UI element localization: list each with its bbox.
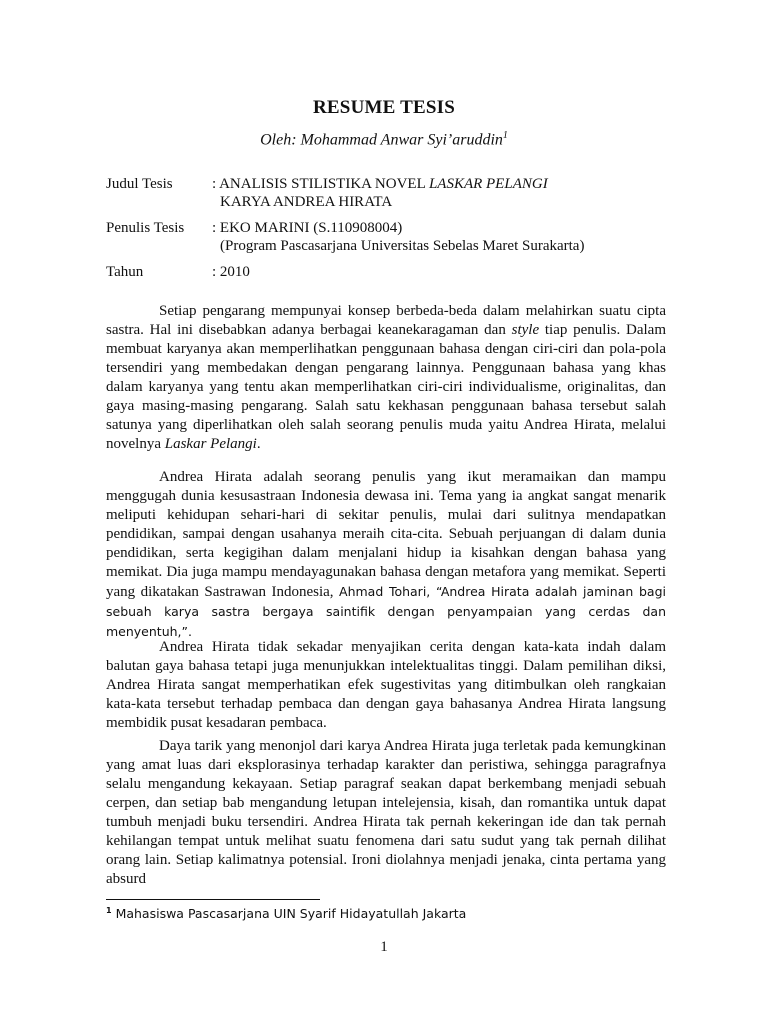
- footnote-mark: 1: [106, 906, 112, 915]
- paragraph-2: [106, 468, 666, 642]
- paragraph-2-quote: Ahmad Tohari, “Andrea Hirata adalah jaminan bagi sebuah karya sastra bergaya saintifik dengan penyampaian yang cerdas dan menyentuh,”.: [106, 584, 666, 639]
- paragraph-3: Andrea Hirata tidak sekadar menyajikan cerita dengan kata-kata indah dalam balutan gaya bahasa tetapi juga menunjukkan intelektualitas tinggi. Dalam pemilihan diksi, Andrea Hirata sangat memperhatikan efek sugestivitas yang ditimbulkan oleh rangkaian kata-kata tersebut terhadap pembaca dan dengan gaya bahasanya Andrea Hirata langsung membidik pusat kesadaran pembaca.: [106, 639, 666, 731]
- paragraph-1: [106, 302, 666, 454]
- meta-tahun-value: : 2010: [212, 264, 250, 280]
- paragraph-1-style-italic: style: [511, 322, 540, 338]
- meta-penulis-value: : EKO MARINI (S.110908004): [212, 220, 403, 236]
- paragraph-1-novel-italic: Laskar Pelangi: [164, 436, 257, 452]
- paragraph-1-text-e: .: [256, 436, 261, 452]
- page-number: 1: [380, 939, 388, 955]
- paragraph-1-text-c: tiap penulis. Dalam membuat karyanya akan memperlihatkan penggunaan bahasa dengan ciri-ciri dan pola-pola tersendiri yang membedakan dengan pengarang lainnya. Penggunaan bahasa yang khas dalam karyanya yang tentu akan memperlihatkan ciri-ciri individualisme, originalitas, dan gaya masing-masing pengarang. Salah satu kekhasan penggunaan bahasa tersebut salah satunya yang diperlihatkan oleh salah seorang penulis muda yaitu Andrea Hirata, melalui novelnya: [106, 322, 666, 452]
- paragraph-2-text-a: Andrea Hirata adalah seorang penulis yang ikut meramaikan dan mampu menggugah dunia kesusastraan Indonesia dewasa ini. Tema yang ia angkat sangat menarik meliputi kehidupan sehari-hari di sekitar penulis, mulai dari sulitnya mendapatkan pendidikan, sampai dengan usahanya meraih cita-cita. Sebuah perjuangan di dalam dunia pendidikan, serta kegigihan dalam menjalani hidup ia kisahkan dengan bahasa yang memikat. Dia juga mampu mendayagunakan bahasa dengan metafora yang memikat. Seperti yang dikatakan Sastrawan Indonesia,: [106, 469, 666, 600]
- author-name: Oleh: Mohammad Anwar Syi’aruddin: [260, 131, 503, 149]
- meta-judul-label: Judul Tesis: [106, 176, 173, 192]
- document-title: RESUME TESIS: [313, 97, 455, 118]
- paragraph-4: Daya tarik yang menonjol dari karya Andrea Hirata juga terletak pada kemungkinan yang amat luas dari eksplorasinya terhadap karakter dan peristiwa, sehingga paragrafnya selalu mengandung kekayaan. Setiap paragraf seakan dapat berkembang menjadi sebuah cerpen, dan setiap bab mengandung letupan intelejensia, kisah, dan romantika untuk dapat tumbuh menjadi buku tersendiri. Andrea Hirata tak pernah kekeringan ide dan tak pernah kehilangan tempat untuk melihat suatu fenomena dari satu sudut yang tak pernah dilihat orang lain. Setiap kalimatnya potensial. Ironi diolahnya menjadi jenaka, cinta pertama yang absurd: [106, 738, 666, 887]
- meta-judul-line2: KARYA ANDREA HIRATA: [220, 194, 393, 210]
- paragraph-1-text-a: Setiap pengarang mempunyai konsep berbeda-beda dalam melahirkan suatu cipta sastra. Hal ini disebabkan adanya berbagai keanekaragaman dan: [106, 303, 666, 338]
- meta-judul-prefix: : ANALISIS STILISTIKA NOVEL: [212, 176, 429, 192]
- author-line: [0, 130, 768, 149]
- footnote-divider: [106, 899, 320, 900]
- meta-judul-value: [212, 175, 548, 193]
- footnote: [106, 906, 466, 921]
- meta-penulis-line2: (Program Pascasarjana Universitas Sebelas Maret Surakarta): [220, 238, 585, 254]
- meta-judul-novel: LASKAR PELANGI: [428, 176, 548, 192]
- footnote-text: Mahasiswa Pascasarjana UIN Syarif Hidayatullah Jakarta: [115, 906, 467, 922]
- author-footnote-mark: 1: [502, 130, 508, 141]
- meta-tahun-label: Tahun: [106, 264, 144, 280]
- meta-penulis-label: Penulis Tesis: [106, 220, 185, 236]
